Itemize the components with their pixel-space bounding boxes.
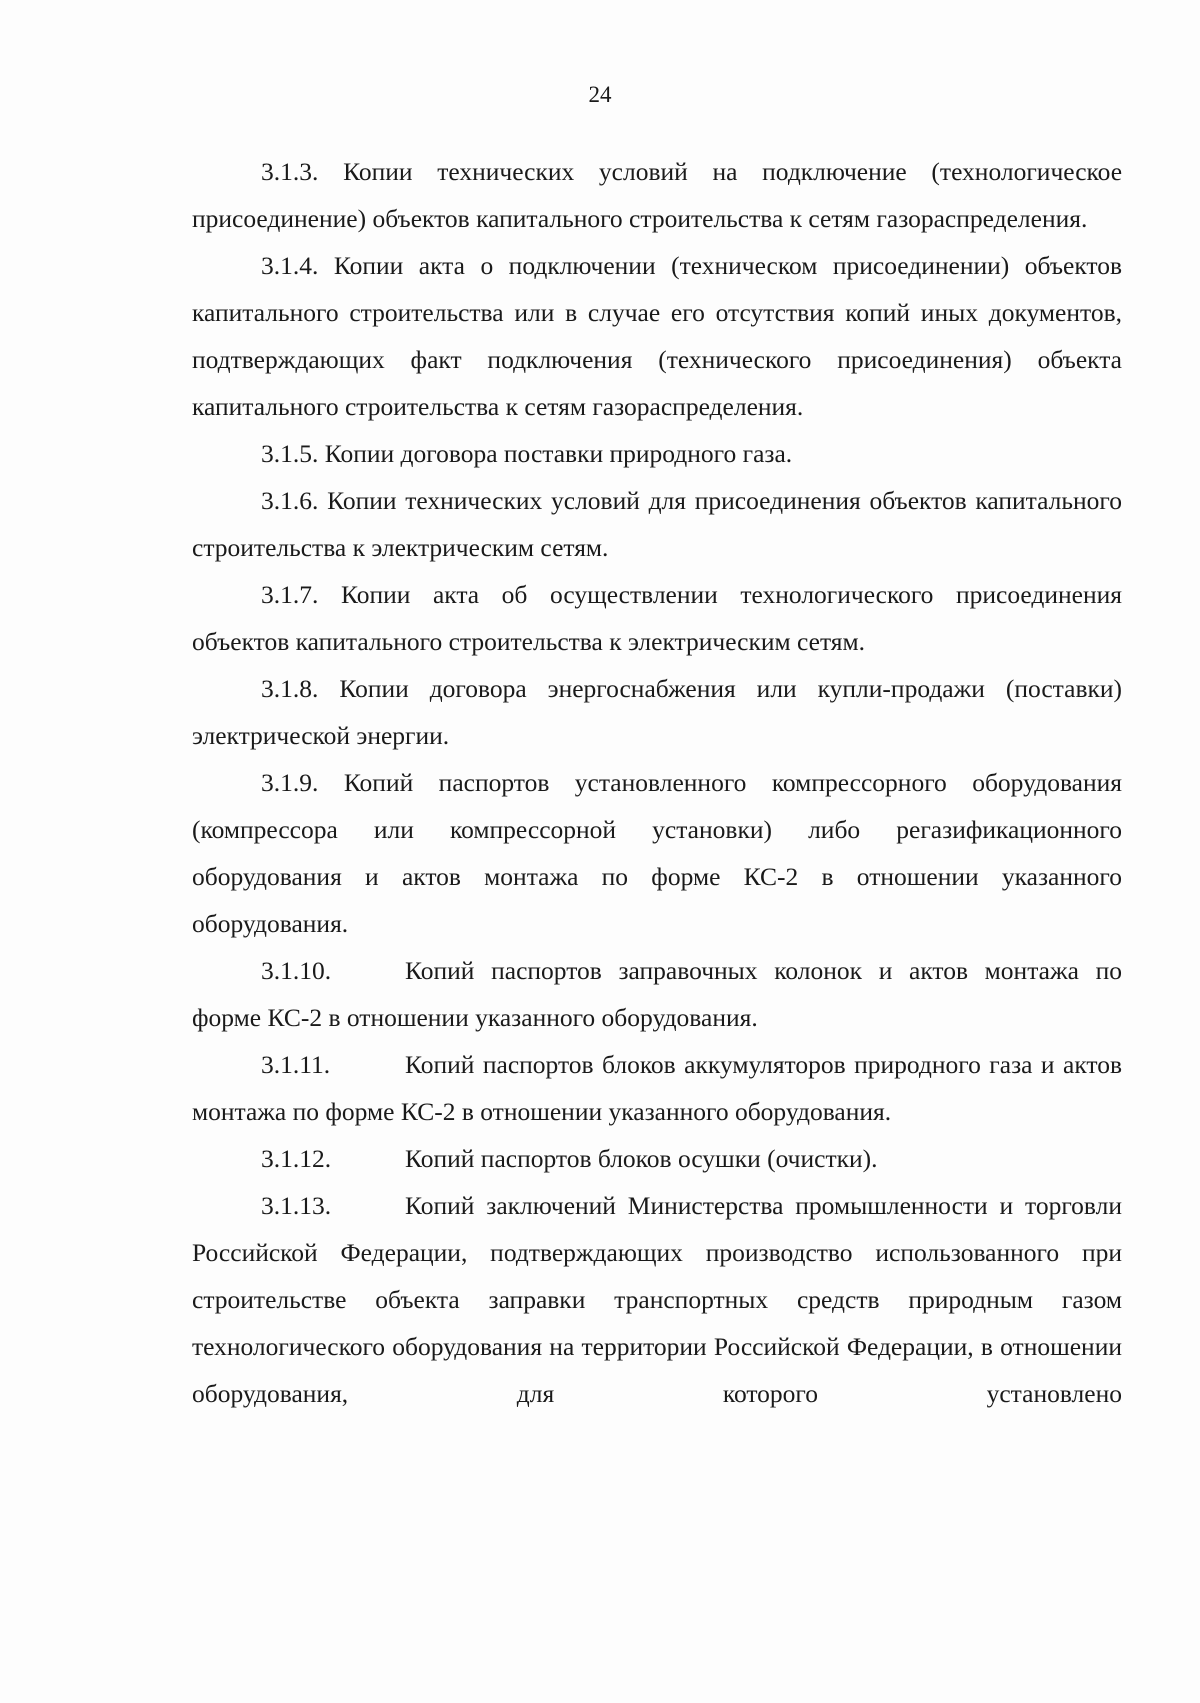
item-text: Копии акта о подключении (техническом присоединении) объектов капитального строительства или в случае его отсутствия копий иных документов, подтверждающих факт подключения (технического присоединения) объекта капитального строительства к сетям газораспределения.	[192, 251, 1122, 421]
paragraph-3-1-6	[192, 477, 1122, 571]
item-number: 3.1.4.	[261, 251, 319, 280]
item-number: 3.1.13.	[261, 1191, 332, 1220]
paragraph-3-1-13	[192, 1182, 1122, 1417]
paragraph-3-1-10	[192, 947, 1122, 1041]
item-number: 3.1.3.	[261, 157, 319, 186]
item-text: Копий паспортов установленного компрессорного оборудования (компрессора или компрессорной установки) либо регазификационного оборудования и актов монтажа по форме КС-2 в отношении указанного оборудования.	[192, 768, 1122, 938]
item-text: Копии договора поставки природного газа.	[324, 439, 793, 468]
paragraph-3-1-12	[192, 1135, 1122, 1182]
paragraph-3-1-9	[192, 759, 1122, 947]
item-text: Копий паспортов блоков аккумуляторов природного газа и актов монтажа по форме КС-2 в отношении указанного оборудования.	[192, 1050, 1122, 1126]
item-number: 3.1.5.	[261, 439, 319, 468]
item-number: 3.1.10.	[261, 956, 332, 985]
paragraph-3-1-7	[192, 571, 1122, 665]
item-text: Копии акта об осуществлении технологического присоединения объектов капитального строительства к электрическим сетям.	[192, 580, 1122, 656]
item-number: 3.1.11.	[261, 1050, 331, 1079]
paragraph-3-1-8	[192, 665, 1122, 759]
item-number: 3.1.8.	[261, 674, 319, 703]
paragraph-3-1-4	[192, 242, 1122, 430]
item-text: Копий заключений Министерства промышленности и торговли Российской Федерации, подтверждающих производство использованного при строительстве объекта заправки транспортных средств природным газом технологического оборудования на территории Российской Федерации, в отношении оборудования, для которого установлено	[192, 1191, 1122, 1408]
item-text: Копий паспортов заправочных колонок и актов монтажа по форме КС-2 в отношении указанного оборудования.	[192, 956, 1122, 1032]
item-text: Копий паспортов блоков осушки (очистки).	[405, 1144, 878, 1173]
item-text: Копии технических условий для присоединения объектов капитального строительства к электрическим сетям.	[192, 486, 1123, 562]
document-body	[192, 148, 1122, 1417]
item-text: Копии технических условий на подключение (технологическое присоединение) объектов капитального строительства к сетям газораспределения.	[192, 157, 1123, 233]
item-text: Копии договора энергоснабжения или купли-продажи (поставки) электрической энергии.	[192, 674, 1123, 750]
item-number: 3.1.7.	[261, 580, 319, 609]
paragraph-3-1-11	[192, 1041, 1122, 1135]
item-number: 3.1.9.	[261, 768, 319, 797]
item-number: 3.1.12.	[261, 1144, 332, 1173]
item-number: 3.1.6.	[261, 486, 319, 515]
page-number: 24	[588, 82, 612, 107]
paragraph-3-1-5	[192, 430, 1122, 477]
paragraph-3-1-3	[192, 148, 1122, 242]
